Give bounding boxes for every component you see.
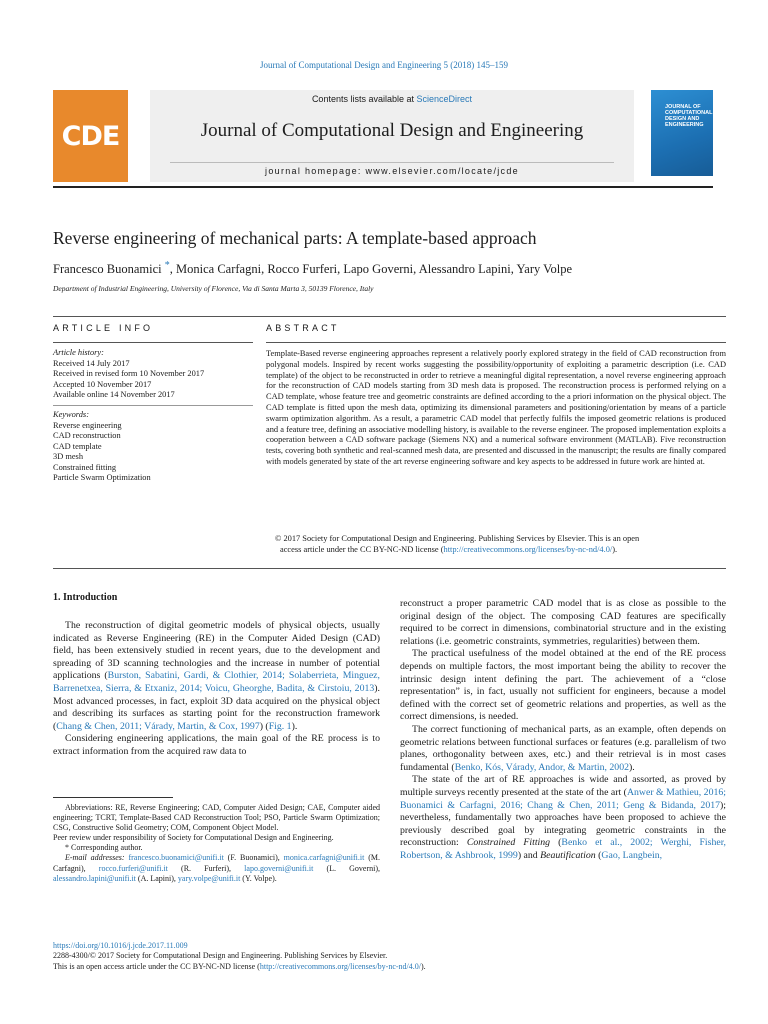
email-owner: (L. Governi), (313, 863, 380, 873)
license-link[interactable]: http://creativecommons.org/licenses/by-nc-nd/4.0/ (443, 545, 613, 554)
intro-paragraph: The practical usefulness of the model obtained at the end of the RE process depends on multiple factors, the most important being the ability to recover the intrinsic design intent defining the part. The achievement of a “close representation” is, in fact, usually not sufficient for engineers, because a model defined with the correct set of geometric relations and properties, as well as the correct dimensions, is needed. (400, 648, 726, 723)
journal-cover-thumbnail[interactable] (651, 90, 713, 176)
history-item: Accepted 10 November 2017 (53, 379, 152, 389)
intro-paragraph: reconstruct a proper parametric CAD model that is as close as possible to the original design of the object. The composing CAD features are specifically required to be correct in dimensions, combinatorial structure and in the existing relations (i.e. geometric constraints, symmetries, regularities) between them. (400, 598, 726, 647)
license-link[interactable]: http://creativecommons.org/licenses/by-nc-nd/4.0/ (259, 961, 421, 971)
abbreviations-note: Abbreviations: RE, Reverse Engineering; CAD, Computer Aided Design; CAE, Computer aided engineering; TCRT, Template-Based CAD Reconstruction Tool; PSO, Particle Swarm Optimization; CSG, Constructive Solid Geometry; COM, Component Object Model. (53, 803, 380, 833)
section-rule-bottom (53, 568, 726, 569)
cover-line: ENGINEERING (665, 122, 704, 128)
intro-paragraph (400, 724, 726, 774)
header-divider (170, 162, 614, 163)
citation-link[interactable]: Benko et al., 2002; Werghi, Fisher, Robertson, & Ashbrook, 1999 (400, 837, 727, 861)
email-link[interactable]: alessandro.lapini@unifi.it (53, 873, 136, 883)
email-link[interactable]: rocco.furferi@unifi.it (98, 863, 168, 873)
history-item: Received 14 July 2017 (53, 358, 130, 368)
text-span: ). Most advanced processes, in fact, exploit 3D data acquired on the physical object and describing its surfaces as starting point for the reconstruction framework ( (53, 682, 380, 732)
doi-link[interactable]: https://doi.org/10.1016/j.jcde.2017.11.009 (53, 941, 188, 950)
history-item: Received in revised form 10 November 2017 (53, 369, 205, 378)
emphasis-term: Constrained Fitting (466, 837, 551, 849)
keywords (53, 410, 253, 484)
author-name[interactable]: Lapo Governi (343, 262, 414, 277)
text-span: ). (629, 761, 635, 773)
text-span: ) ( (259, 720, 269, 732)
text-span: The correct functioning of mechanical parts, as an example, often depends on geometric relations between functional surfaces or features (e.g. parallelism of two planes, orthogonality between axes, etc.) and their retrieval is in most cases fundamental ( (400, 723, 726, 773)
email-owner: (M. Carfagni), (53, 853, 380, 873)
open-access-line (53, 962, 733, 972)
author-list: Francesco Buonamici *, Monica Carfagni, Rocco Furferi, Lapo Governi, Alessandro Lapini, Yary Volpe (53, 260, 573, 277)
page-footer (53, 941, 733, 972)
email-owner: (Y. Volpe). (240, 873, 277, 883)
keyword: CAD template (53, 441, 102, 451)
text-span: ( (550, 837, 562, 849)
license-prefix: access article under the CC BY-NC-ND license ( (280, 545, 444, 554)
author-name[interactable]: Francesco Buonamici (53, 262, 162, 277)
emphasis-term: Beautification (540, 849, 596, 861)
affiliation: Department of Industrial Engineering, University of Florence, Via di Santa Marta 3, 50139 Florence, Italy (53, 284, 374, 293)
intro-paragraph (400, 774, 726, 862)
author-name[interactable]: Alessandro Lapini (418, 262, 511, 277)
email-link[interactable]: yary.volpe@unifi.it (177, 873, 241, 883)
contents-line (150, 94, 634, 104)
citation-link[interactable]: Benko, Kós, Várady, Andor, & Martin, 2002 (454, 761, 629, 773)
footnotes (53, 803, 380, 884)
email-link[interactable]: francesco.buonamici@unifi.it (128, 853, 224, 863)
text-span: ). (421, 961, 426, 971)
cde-logo (53, 90, 128, 182)
cover-line: DESIGN AND (665, 116, 700, 122)
figure-link[interactable]: Fig. 1 (268, 720, 292, 732)
keywords-label: Keywords: (53, 410, 89, 419)
journal-homepage[interactable]: journal homepage: www.elsevier.com/locate/jcde (265, 166, 519, 176)
corresponding-author-note: * Corresponding author. (65, 843, 143, 853)
email-owner: (A. Lapini), (135, 873, 178, 883)
journal-header (150, 90, 634, 182)
abstract-heading: ABSTRACT (266, 323, 340, 333)
article-title: Reverse engineering of mechanical parts: A template-based approach (53, 228, 537, 248)
intro-paragraph (53, 620, 380, 733)
right-column (400, 598, 726, 862)
abstract-license (280, 545, 726, 556)
text-span: ) and (517, 849, 541, 861)
history-label: Article history: (53, 348, 104, 357)
section-heading-introduction: 1. Introduction (53, 592, 118, 603)
author-name[interactable]: Yary Volpe (516, 262, 573, 277)
footnote-rule (53, 797, 173, 798)
abstract-copyright: © 2017 Society for Computational Design and Engineering. Publishing Services by Elsevier. This is an open (275, 534, 640, 543)
text-span: This is an open access article under the CC BY-NC-ND license ( (53, 961, 260, 971)
cover-line: COMPUTATIONAL (665, 110, 713, 116)
section-rule-top (53, 316, 726, 317)
author-name[interactable]: Monica Carfagni (176, 262, 262, 277)
email-link[interactable]: lapo.governi@unifi.it (244, 863, 314, 873)
intro-paragraph: Considering engineering applications, the main goal of the RE process is to extract information from the acquired raw data to (53, 733, 380, 757)
email-link[interactable]: monica.carfagni@unifi.it (283, 853, 365, 863)
info-divider (53, 405, 253, 406)
keyword: 3D mesh (53, 452, 84, 461)
logo-text: CDE (61, 120, 120, 152)
peer-review-note: Peer review under responsibility of Society for Computational Design and Engineering. (53, 833, 334, 843)
issn-line: 2288-4300/© 2017 Society for Computational Design and Engineering. Publishing Services by Elsevier. (53, 951, 388, 961)
header-rule (53, 186, 713, 188)
email-owner: (R. Furferi), (167, 863, 245, 873)
keyword: CAD reconstruction (53, 431, 121, 440)
author-name[interactable]: Rocco Furferi (267, 262, 338, 277)
text-span: ); nevertheless, fundamentally two approaches have been proposed to achieve the previously described goal by integrating geometric constraints in the reconstruction: (400, 799, 726, 849)
sciencedirect-link[interactable]: ScienceDirect (416, 94, 473, 104)
text-span: ( (595, 849, 602, 861)
keyword: Constrained fitting (53, 462, 117, 472)
article-info-heading: ARTICLE INFO (53, 323, 154, 333)
keyword: Reverse engineering (53, 420, 122, 430)
license-suffix: ). (612, 545, 618, 554)
abstract-text: Template-Based reverse engineering approaches represent a relatively poorly explored strategy in the field of CAD reconstruction from polygonal models. Inspired by recent works suggesting the possibility/opportunity of exploiting a parametric description (i.e. CAD template) of the object to be reconstructed in order to retrieve a meaningful digital representation, a novel reverse engineering approach for the reconstruction of CAD models starting from 3D mesh data is proposed. The reconstruction process is performed relying on a CAD template, whose feature tree and geometric constraints are defined according to the a priori information on the physical object. The CAD template is fitted upon the mesh data, optimizing its dimensional parameters and positioning/orientation by means of a particle swarm optimization algorithm. As a result, a parametric CAD model that perfectly fulfils the imposed geometric relations is produced and a feature tree, defining an associative modelling history, is available to the reverse engineer. The proposed implementation exploits a cooperation between a CAD software package (Siemens NX) and a numerical software environment (MATLAB). Five reconstruction tests, covering both synthetic and real-scanned mesh data, are presented and discussed in the manuscript; the results are finally compared with models generated by state of the art reverse engineering software and key aspects to be addressed in future work are hinted at. (266, 349, 726, 466)
corresponding-author-mark[interactable]: * (164, 260, 170, 271)
history-item: Available online 14 November 2017 (53, 390, 175, 399)
journal-citation[interactable]: Journal of Computational Design and Engineering 5 (2018) 145–159 (260, 60, 508, 70)
text-span: ). (291, 720, 298, 732)
email-owner: (F. Buonamici), (223, 853, 284, 863)
citation-link[interactable]: Chang & Chen, 2011; Várady, Martin, & Cox, 1997 (56, 720, 260, 732)
text-span: The reconstruction of digital geometric models of physical objects, usually indicated as Reverse Engineering (RE) in the Computer Aided Design (CAD) field, has been extensively studied in recent years, due to the development and spreading of 3D scanning technologies and the increase in number of potential applications ( (53, 620, 380, 682)
citation-link[interactable]: Gao, Langbein, (601, 849, 663, 861)
citation-link[interactable]: Burston, Sabatini, Gardi, & Clothier, 2014; Solaberrieta, Minguez, Barrenetxea, Sierra, & Etxaniz, 2014; Voicu, Gheorghe, Badita, & Cirstoiu, 2013 (53, 670, 380, 694)
email-label: E-mail addresses: (65, 853, 129, 863)
left-column (53, 620, 380, 759)
journal-title: Journal of Computational Design and Engineering (200, 120, 584, 141)
text-span: The state of the art of RE approaches is wide and assorted, as proved by multiple surveys recently presented at the state of the art ( (400, 774, 726, 798)
keyword: Particle Swarm Optimization (53, 473, 151, 482)
abstract-rule (266, 342, 726, 343)
contents-prefix: Contents lists available at (311, 94, 414, 104)
email-addresses (53, 853, 380, 883)
citation-link[interactable]: Anwer & Mathieu, 2016; Buonamici & Carfagni, 2016; Chang & Chen, 2011; Geng & Bidanda, 2017 (400, 786, 726, 811)
article-info-rule (53, 342, 253, 343)
cover-line: JOURNAL OF (665, 104, 701, 110)
article-history (53, 348, 253, 401)
